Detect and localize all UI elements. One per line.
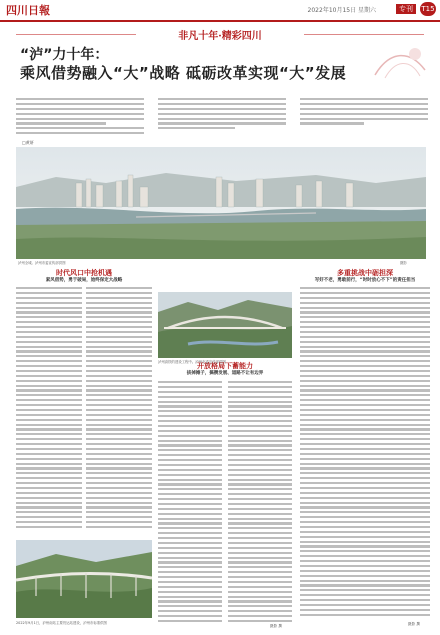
- section-subtitle-right-text: 写好不老，勇敢前行，“时时放心不下”的责任担当: [314, 278, 416, 283]
- headline-line-2: 乘风借势融入“大”战略 砥砺改革实现“大”发展: [20, 64, 347, 82]
- photo1-credit: 摄影: [400, 261, 407, 265]
- intro-column-1: [16, 98, 144, 137]
- issue-date: 2022年10月15日 星期六: [307, 7, 376, 14]
- intro-column-3: [300, 98, 428, 127]
- author-credit-right: 摄影 撰: [408, 622, 420, 626]
- decorative-flourish-icon: [370, 40, 430, 82]
- highway-bridge-photo: [16, 540, 152, 618]
- headline-line-1: “泸”力十年：: [20, 47, 109, 63]
- bridge-construction-photo: [158, 292, 292, 358]
- photo3-caption: 2022年9月1日，泸州南站主要货运站建设，泸州市标准供图: [16, 621, 107, 625]
- article-column-right: [300, 287, 430, 617]
- article-column-left-a: [16, 287, 82, 537]
- photo1-caption: 泸州全城。泸州市委宣传部供图: [18, 261, 66, 265]
- city-skyline-photo: [16, 147, 426, 259]
- section-subtitle-left: [16, 277, 152, 283]
- intro-column-2: [158, 98, 286, 132]
- section-subtitle-left-text: 紧风借势，勇于破局，始终保定大战略: [45, 278, 123, 283]
- section-title-middle: 开放格局下蓄能力: [197, 362, 253, 370]
- section-title-right: 多重挑战中砺担深: [337, 269, 393, 277]
- banner-rule-right: [304, 34, 424, 35]
- newspaper-header: [0, 0, 440, 22]
- section-subtitle-right: [300, 277, 430, 283]
- photo2-caption: 泸州高铁的建设工程中。泸州市委宣传部供图: [158, 360, 226, 364]
- author-credit-middle: 摄影 撰: [270, 624, 282, 628]
- article-column-left-b: [86, 287, 152, 537]
- byline: □黄妍: [22, 140, 34, 145]
- newspaper-logo: 四川日報: [6, 4, 50, 17]
- special-issue-badge: 专刊: [396, 4, 416, 14]
- section-banner: 非凡十年·精彩四川: [178, 31, 262, 42]
- section-subtitle-middle-text: 拔掉摊子，搞攒发展、道路不让有边界: [186, 371, 264, 376]
- section-subtitle-middle: [158, 370, 292, 376]
- article-column-mid-a: [158, 381, 222, 631]
- banner-rule-left: [16, 34, 136, 35]
- article-column-mid-b: [228, 381, 292, 631]
- section-title-left: 时代风口中抢机遇: [56, 269, 112, 277]
- page-number: T15: [420, 2, 436, 16]
